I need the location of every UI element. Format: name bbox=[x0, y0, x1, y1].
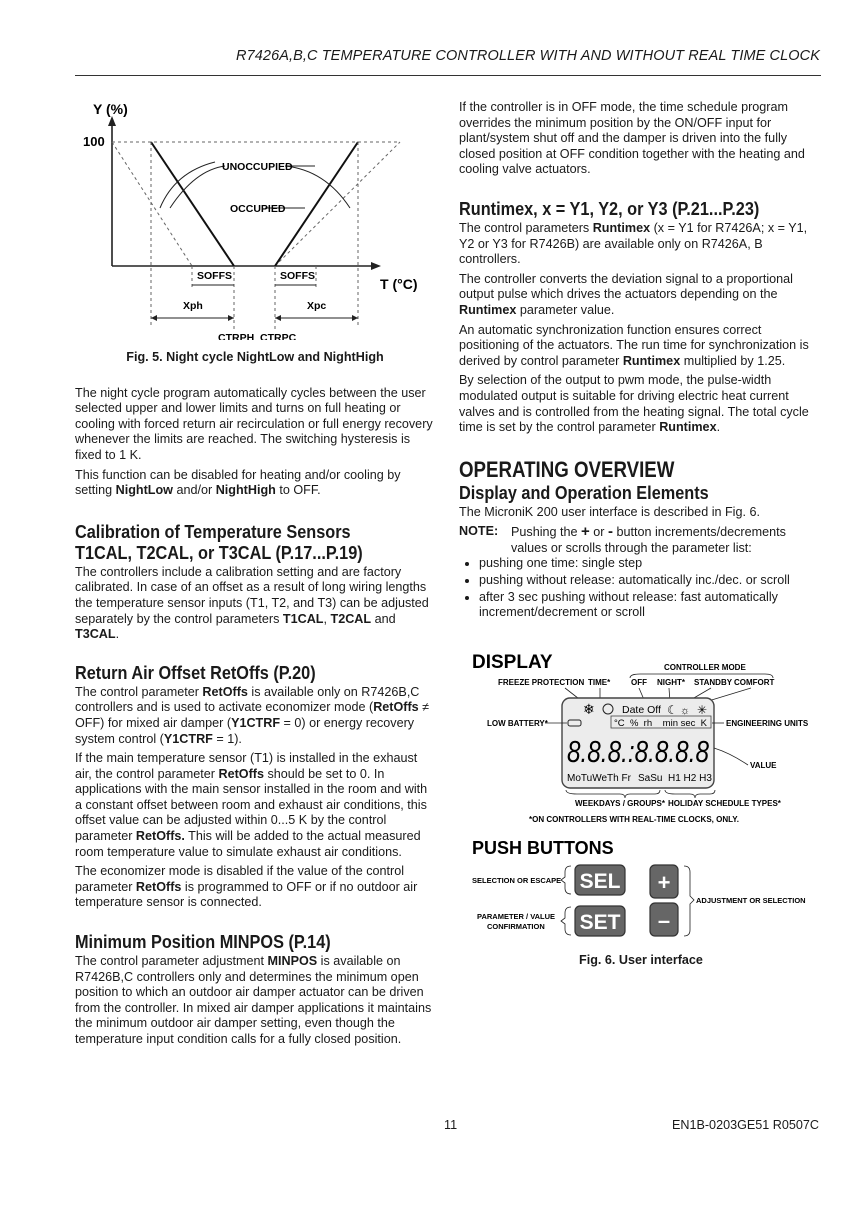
runtimex-heading: Runtimex, x = Y1, Y2, or Y3 (P.21...P.23) bbox=[459, 197, 760, 219]
fig5-ctrpc-label: CTRPC bbox=[260, 332, 297, 340]
off-mode-paragraph: If the controller is in OFF mode, the time schedule program overrides the minimum position by the ON/OFF input for plant/system shut off and the damper is driven into the fully closed position at OFF condition together with the heating and cooling valve actuators. bbox=[459, 100, 805, 177]
minus-button[interactable] bbox=[650, 903, 678, 936]
lcd-date-off: Date Off bbox=[622, 704, 661, 716]
runtimex-paragraph-1: The control parameters Runtimex (x = Y1 for R7426A; x = Y1, Y2 or Y3 for R7426B) are available only on R7426A, B controllers. bbox=[459, 220, 808, 267]
left-column bbox=[75, 100, 435, 1052]
document-code: EN1B-0203GE51 R0507C bbox=[671, 1118, 819, 1132]
value-label: VALUE bbox=[750, 761, 777, 770]
sel-button[interactable] bbox=[575, 865, 625, 895]
night-mode-label: NIGHT* bbox=[657, 678, 685, 687]
retoffs-paragraph-2: If the main temperature sensor (T1) is installed in the exhaust air, the control parameter RetOffs should be set to 0. In applications with the main sensor installed in the room and with a constant offset between room and exhaust air conditions, this offset value can be adjusted within 0...5 K by the control parameter RetOffs. This will be added to the actual measured room temperature value to simulate exhaust air conditions. bbox=[75, 751, 428, 859]
holiday-label: HOLIDAY SCHEDULE TYPES* bbox=[668, 799, 781, 808]
display-elements-heading: Display and Operation Elements bbox=[459, 481, 709, 503]
weekdays-label: WEEKDAYS / GROUPS* bbox=[575, 799, 665, 808]
retoffs-paragraph-3: The economizer mode is disabled if the value of the control parameter RetOffs is programmed to OFF or if no outdoor air temperature sensor is connected. bbox=[75, 864, 418, 910]
standby-icon: ☼ bbox=[680, 705, 691, 717]
set-button[interactable] bbox=[575, 906, 625, 936]
button-behaviour-list bbox=[459, 556, 823, 620]
fig5-occupied-label: OCCUPIED bbox=[230, 203, 286, 215]
calibration-heading-1: Calibration of Temperature Sensors bbox=[75, 520, 351, 542]
runtimex-paragraph-4: By selection of the output to pwm mode, the pulse-width modulated output is suitable for driving electric heat current valves and is controlled from the heating signal. The total cycle time is set by the control parameter Runtimex. bbox=[459, 373, 809, 435]
comfort-label: COMFORT bbox=[734, 678, 775, 687]
engineering-units-label: ENGINEERING UNITS bbox=[726, 719, 809, 728]
night-cycle-paragraph: The night cycle program automatically cycles between the user selected upper and lower limits and turns on full heating or cooling with forced return air recirculation or full energy recovery whenever the limits are reached. The switching hysteresis is fixed to 1 K. bbox=[75, 385, 433, 462]
low-battery-label: LOW BATTERY* bbox=[487, 719, 548, 728]
minpos-paragraph: The control parameter adjustment MINPOS is available on R7426B,C controllers only and determines the minimum open position to which an outdoor air damper actuator can be driven from the controller. In mixed air damper applications it maintains the minimum outdoor air damper setting, even though the temperature input condition calls for a fully closed position. bbox=[75, 954, 432, 1046]
fig5-xph-label: Xph bbox=[183, 300, 203, 312]
operating-overview-heading: OPERATING OVERVIEW bbox=[459, 456, 675, 482]
rtc-note: *ON CONTROLLERS WITH REAL-TIME CLOCKS, ONLY. bbox=[529, 815, 739, 824]
list-item: • pushing without release: automatically inc./dec. or scroll bbox=[479, 573, 823, 589]
off-mode-label: OFF bbox=[631, 678, 647, 687]
freeze-icon: ❄ bbox=[583, 701, 595, 717]
set-button-label: SET bbox=[579, 911, 621, 934]
lcd-holiday: H1 H2 H3 bbox=[668, 773, 712, 784]
param-confirm-label-1: PARAMETER / VALUE bbox=[477, 912, 556, 921]
push-buttons-title: PUSH BUTTONS bbox=[472, 838, 614, 858]
list-item: • pushing one time: single step bbox=[479, 556, 823, 572]
note-text: Pushing the + or - button increments/decrements values or scrolls through the parameter list: bbox=[511, 523, 786, 555]
fig5-xpc-label: Xpc bbox=[307, 300, 327, 312]
page-number: 11 bbox=[444, 1118, 458, 1132]
fig5-chart bbox=[75, 100, 435, 340]
minus-button-label: – bbox=[657, 908, 671, 933]
time-label: TIME* bbox=[588, 678, 611, 687]
fig5-soffs-left: SOFFS bbox=[197, 270, 233, 282]
controller-mode-label: CONTROLLER MODE bbox=[664, 663, 746, 672]
night-cycle-disable-paragraph: This function can be disabled for heating and/or cooling by setting NightLow and/or NightHigh to OFF. bbox=[75, 467, 401, 498]
display-title: DISPLAY bbox=[472, 652, 553, 673]
fig5-ctrph-label: CTRPH bbox=[218, 332, 255, 340]
fig6-user-interface bbox=[465, 648, 825, 948]
moon-icon: ☾ bbox=[667, 703, 678, 717]
sel-button-label: SEL bbox=[579, 870, 621, 893]
retoffs-heading: Return Air Offset RetOffs (P.20) bbox=[75, 661, 316, 683]
retoffs-paragraph-1: The control parameter RetOffs is available only on R7426B,C controllers and is used to activate economizer mode (RetOffs ≠ OFF) for mixed air damper (Y1CTRF = 0) or energy recovery system control (Y1CTRF = 1). bbox=[75, 684, 430, 746]
fig5-y-tick: 100 bbox=[83, 134, 105, 149]
lcd-units: °C % rh min sec K bbox=[614, 718, 708, 729]
page-header: R7426A,B,C TEMPERATURE CONTROLLER WITH AND WITHOUT REAL TIME CLOCK bbox=[236, 48, 820, 64]
fig5-x-label: T (°C) bbox=[380, 276, 418, 292]
minpos-heading: Minimum Position MINPOS (P.14) bbox=[75, 931, 331, 953]
fig5-soffs-right: SOFFS bbox=[280, 270, 316, 282]
runtimex-paragraph-3: An automatic synchronization function ensures correct positioning of the actuators. The run time for synchronization is derived by control parameter Runtimex multiplied by 1.25. bbox=[459, 322, 809, 368]
plus-button[interactable] bbox=[650, 865, 678, 898]
lcd-weekdays: MoTuWeTh Fr bbox=[567, 773, 631, 784]
fig5-unoccupied-label: UNOCCUPIED bbox=[222, 161, 293, 173]
note-label: NOTE: bbox=[459, 524, 499, 539]
plus-button-label: + bbox=[657, 870, 671, 895]
standby-label: STANDBY bbox=[694, 678, 733, 687]
right-column bbox=[459, 100, 823, 622]
runtimex-paragraph-2: The controller converts the deviation signal to a proportional output pulse which drives the actuators depending on the Runtimex parameter value. bbox=[459, 271, 793, 317]
lcd-sasu: SaSu bbox=[638, 773, 663, 784]
note-block bbox=[459, 524, 823, 556]
lcd-digits: 8.8.8.:8.8.8.8 bbox=[567, 734, 710, 769]
fig5-y-label: Y (%) bbox=[93, 101, 128, 117]
freeze-protection-label: FREEZE PROTECTION bbox=[498, 678, 585, 687]
display-intro: The MicroniK 200 user interface is described in Fig. 6. bbox=[459, 504, 760, 519]
param-confirm-label-2: CONFIRMATION bbox=[487, 922, 545, 931]
list-item: • after 3 sec pushing without release: fast automatically increment/decrement or scroll bbox=[479, 590, 823, 621]
fig5-caption: Fig. 5. Night cycle NightLow and NightHigh bbox=[126, 350, 384, 364]
header-rule bbox=[75, 75, 821, 76]
calibration-paragraph: The controllers include a calibration setting and are factory calibrated. In case of an offset as a result of long wiring lengths the temperature sensor inputs (T1, T2, and T3) can be adjusted separately by the control parameters T1CAL, T2CAL and T3CAL. bbox=[75, 564, 429, 642]
selection-escape-label: SELECTION OR ESCAPE bbox=[472, 876, 562, 885]
fig6-caption: Fig. 6. User interface bbox=[579, 953, 703, 967]
calibration-heading-2: T1CAL, T2CAL, or T3CAL (P.17...P.19) bbox=[75, 541, 363, 563]
adjustment-selection-label: ADJUSTMENT OR SELECTION bbox=[696, 896, 806, 905]
comfort-icon: ✳ bbox=[697, 703, 708, 717]
